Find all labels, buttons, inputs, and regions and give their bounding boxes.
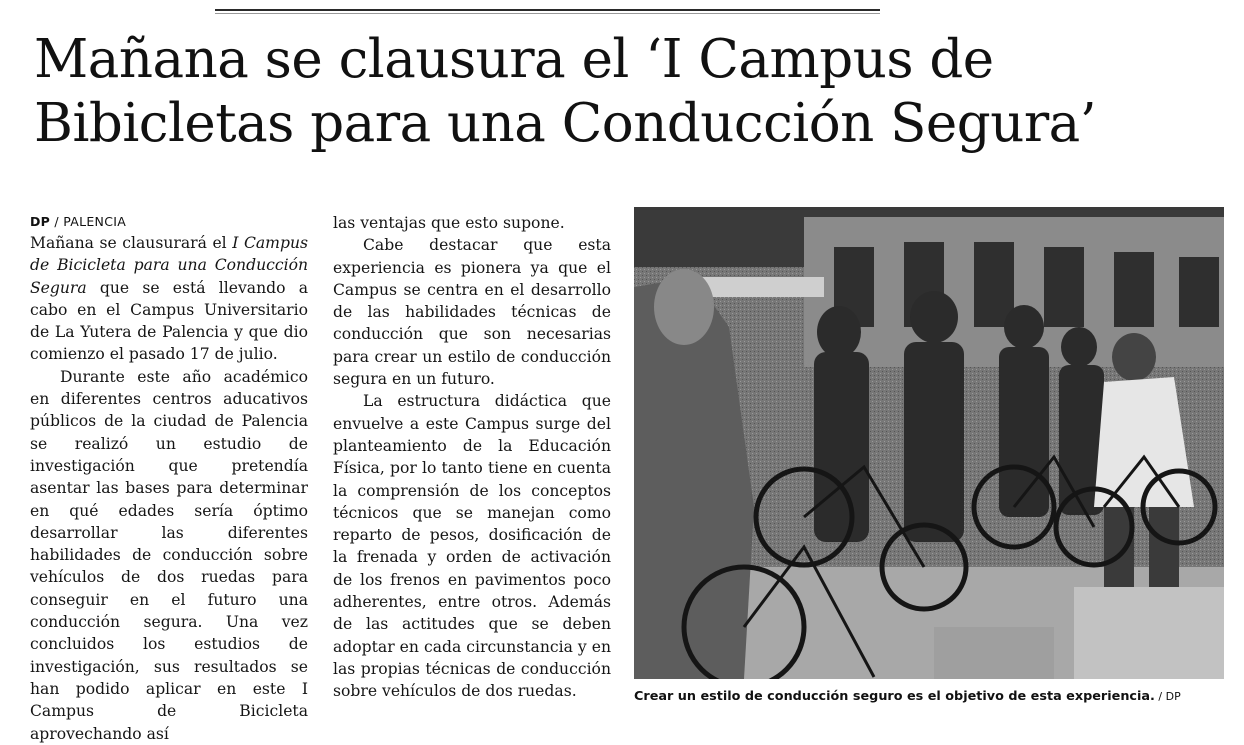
headline-line-1: Mañana se clausura el ‘I Campus de <box>34 29 994 90</box>
photo-credit: / DP <box>1154 690 1181 703</box>
headline-line-2: Bibicletas para una Conducción Segura’ <box>34 93 1097 154</box>
lead-text-italic: I Campus de Bicicleta para una Conducción Segura <box>30 234 308 297</box>
paragraph-3: Cabe destacar que esta experiencia es pionera ya que el Campus se centra en el desarrollo de las habilidades técnicas de conducción que son necesarias para crear un estilo de conducción segura en un futuro. <box>333 236 611 389</box>
photo-illustration <box>634 207 1224 679</box>
caption-text: Crear un estilo de conducción seguro es el objetivo de esta experiencia. <box>634 689 1155 704</box>
top-rule-thin <box>215 13 880 14</box>
byline-agency: DP <box>30 214 51 229</box>
lead-text-a: Mañana se clausurará el <box>30 234 233 252</box>
paragraph-4: La estructura didáctica que envuelve a este Campus surge del planteamiento de la Educación Física, por lo tanto tiene en cuenta la comprensión de los conceptos técnicos que se manejan como reparto de pesos, dosificación de la frenada y orden de activación de los frenos en pavimentos poco adherentes, entre otros. Además de las actitudes que se deben adoptar en cada circunstancia y en las propias técnicas de conducción sobre vehículos de dos ruedas. <box>333 392 611 701</box>
lead-text-b: que se está llevando a cabo en el Campus Universitario de La Yutera de Palencia y que dio comienzo el pasado 17 de julio. <box>30 278 308 364</box>
photo-caption <box>634 688 1234 706</box>
byline-location: PALENCIA <box>63 214 127 229</box>
paragraph-lead <box>30 232 308 366</box>
article-column-1 <box>30 212 308 745</box>
headline <box>34 28 1234 156</box>
byline <box>30 212 308 232</box>
byline-separator: / <box>50 214 64 229</box>
news-photo <box>634 207 1224 679</box>
paragraph-continued: las ventajas que esto supone. <box>333 214 565 232</box>
article-column-2 <box>333 212 611 703</box>
top-rule <box>215 9 880 11</box>
paragraph-2: Durante este año académico en diferentes centros aducativos públicos de la ciudad de Palencia se realizó un estudio de investigación que pretendía asentar las bases para determinar en qué edades sería óptimo desarrollar las diferentes habilidades de conducción sobre vehículos de dos ruedas para conseguir en el futuro una conducción segura. Una vez concluidos los estudios de investigación, sus resultados se han podido aplicar en este I Campus de Bicicleta aprovechando así <box>30 367 308 743</box>
